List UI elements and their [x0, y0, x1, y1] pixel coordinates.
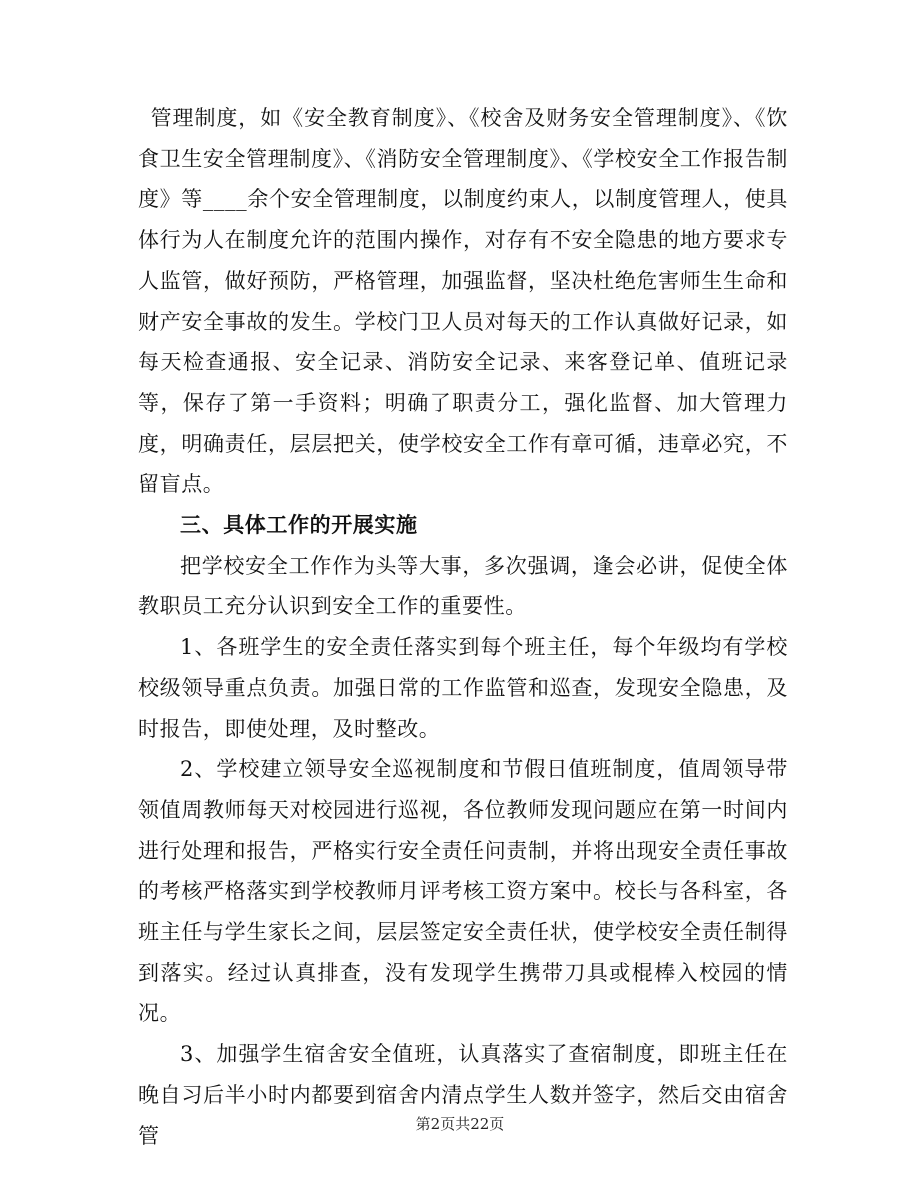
paragraph-item-2: 2、学校建立领导安全巡视制度和节假日值班制度，值周领导带领值周教师每天对校园进行巡视，各位教师发现问题应在第一时间内进行处理和报告，严格实行安全责任问责制，并将出现安全责任事故的考核严格落实到学校教师月评考核工资方案中。校长与各科室，各班主任与学生家长之间，层层签定安全责任状，使学校安全责任制得到落实。经过认真排查，没有发现学生携带刀具或棍棒入校园的情况。	[138, 757, 788, 1026]
section-heading-implementation: 三、具体工作的开展实施	[180, 512, 418, 538]
paragraph-item-3: 3、加强学生宿舍安全值班，认真落实了查宿制度，即班主任在晚自习后半小时内都要到宿舍内清点学生人数并签字，然后交由宿舍管	[138, 1042, 788, 1148]
paragraph-priority: 把学校安全工作作为头等大事，多次强调，逢会必讲，促使全体教职员工充分认识到安全工作的重要性。	[138, 553, 788, 619]
paragraph-management-rules: 管理制度，如《安全教育制度》、《校舍及财务安全管理制度》、《饮食卫生安全管理制度》、《消防安全管理制度》、《学校安全工作报告制度》等____余个安全管理制度，以制度约束人，以制度管理人，使具体行为人在制度允许的范围内操作，对存有不安全隐患的地方要求专人监管，做好预防，严格管理，加强监督，坚决杜绝危害师生生命和财产安全事故的发生。学校门卫人员对每天的工作认真做好记录，如每天检查通报、安全记录、消防安全记录、来客登记单、值班记录等，保存了第一手资料；明确了职责分工，强化监督、加大管理力度，明确责任，层层把关，使学校安全工作有章可循，违章必究，不留盲点。	[138, 106, 788, 497]
document-body	[138, 98, 788, 1156]
paragraph-item-1: 1、各班学生的安全责任落实到每个班主任，每个年级均有学校校级领导重点负责。加强日常的工作监管和巡查，发现安全隐患，及时报告，即使处理，及时整改。	[138, 635, 788, 741]
page-number-footer: 第2页共22页	[415, 1115, 505, 1133]
